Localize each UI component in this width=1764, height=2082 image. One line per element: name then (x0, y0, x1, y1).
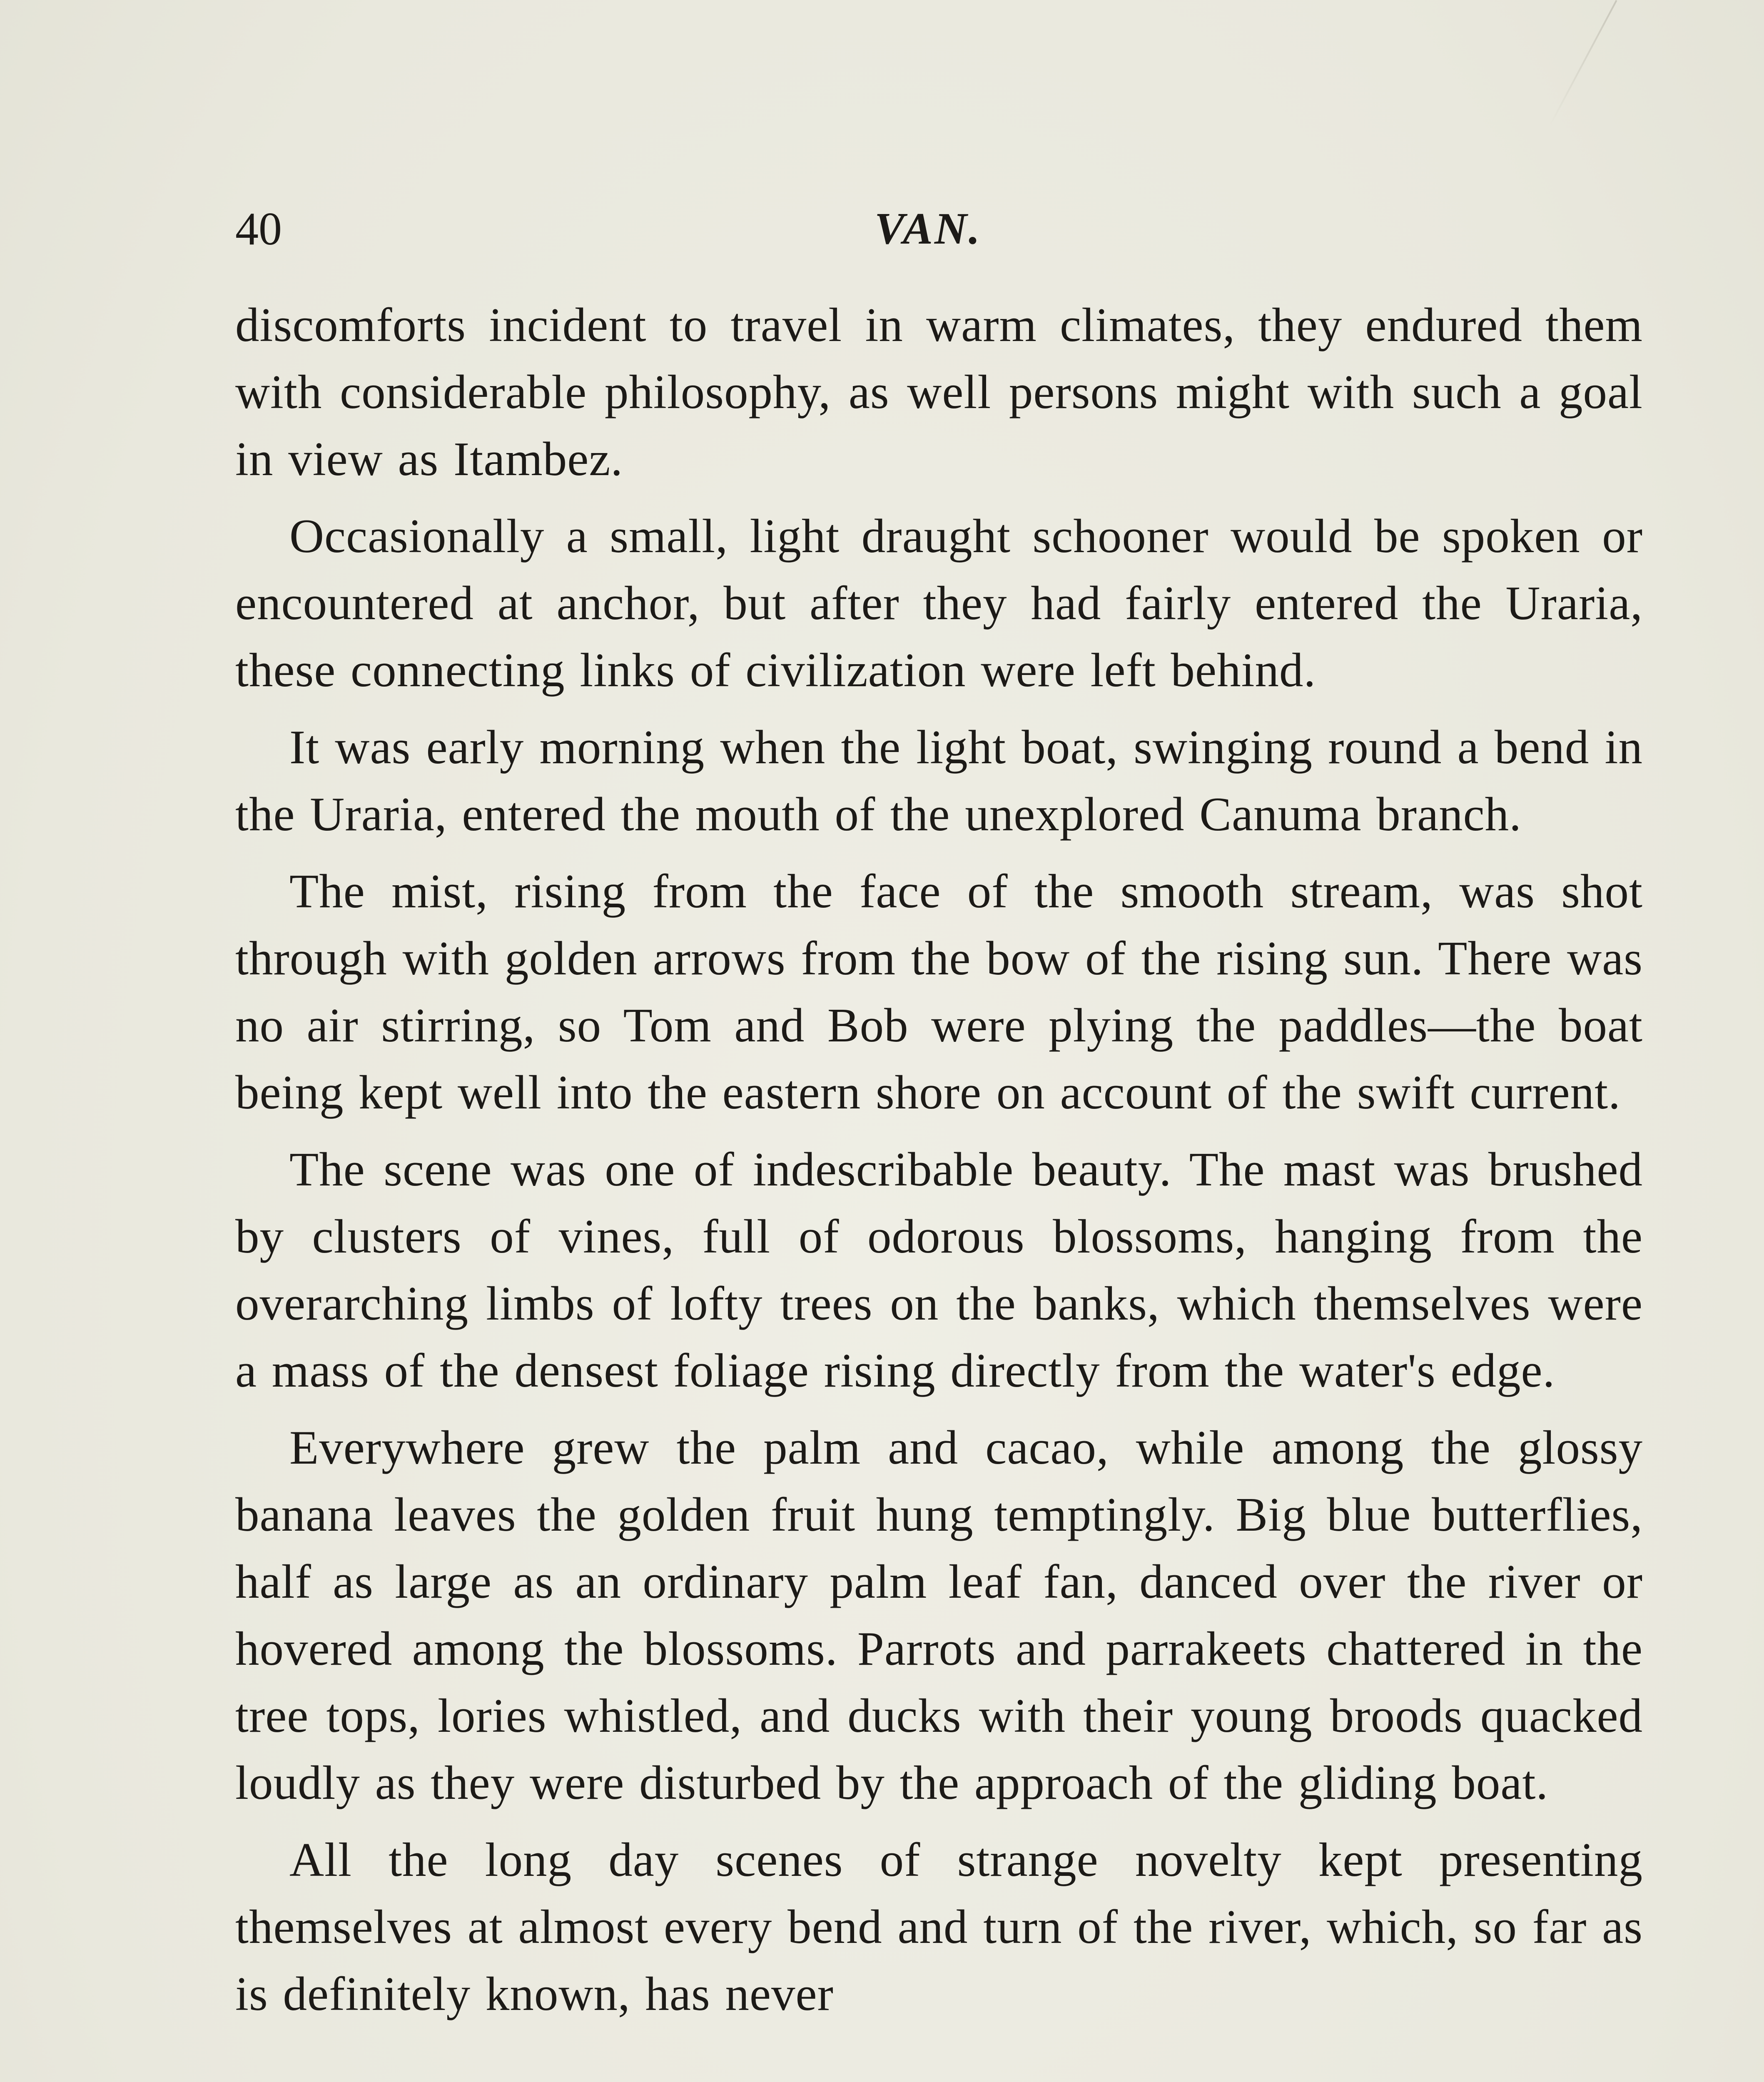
paragraph-5: The scene was one of indescribable beauty. The mast was brushed by clusters of vines, full of odorous blossoms, hanging from the overarching limbs of lofty trees on the banks, which themselves were a mass of the densest foliage rising directly from the water's edge. (235, 1143, 1643, 1397)
paragraph-6: Everywhere grew the palm and cacao, while among the glossy banana leaves the golden fruit hung temptingly. Big blue butterflies, half as large as an ordinary palm leaf fan, danced over the river or hovered among the blossoms. Parrots and parrakeets chattered in the tree tops, lories whistled, and ducks with their young broods quacked loudly as they were disturbed by the approach of the gliding boat. (235, 1421, 1643, 1809)
page-header (235, 196, 1643, 262)
paragraph-3: It was early morning when the light boat, swinging round a bend in the Uraria, entered the mouth of the unexplored Canuma branch. (235, 721, 1643, 841)
paragraph-1: discomforts incident to travel in warm climates, they endured them with considerable philosophy, as well persons might with such a goal in view as Itambez. (235, 299, 1643, 486)
page-number: 40 (235, 203, 282, 255)
body-text (235, 291, 1643, 2037)
paragraph-2: Occasionally a small, light draught schooner would be spoken or encountered at anchor, but after they had fairly entered the Uraria, these connecting links of civilization were left behind. (235, 510, 1643, 697)
paper-crease (1549, 0, 1617, 126)
paragraph-7: All the long day scenes of strange novelty kept presenting themselves at almost every bend and turn of the river, which, so far as is definitely known, has never (235, 1833, 1643, 2020)
paragraph-4: The mist, rising from the face of the smooth stream, was shot through with golden arrows from the bow of the rising sun. There was no air stirring, so Tom and Bob were plying the paddles—the boat being kept well into the eastern shore on account of the swift current. (235, 865, 1643, 1119)
running-title: VAN. (875, 204, 982, 254)
